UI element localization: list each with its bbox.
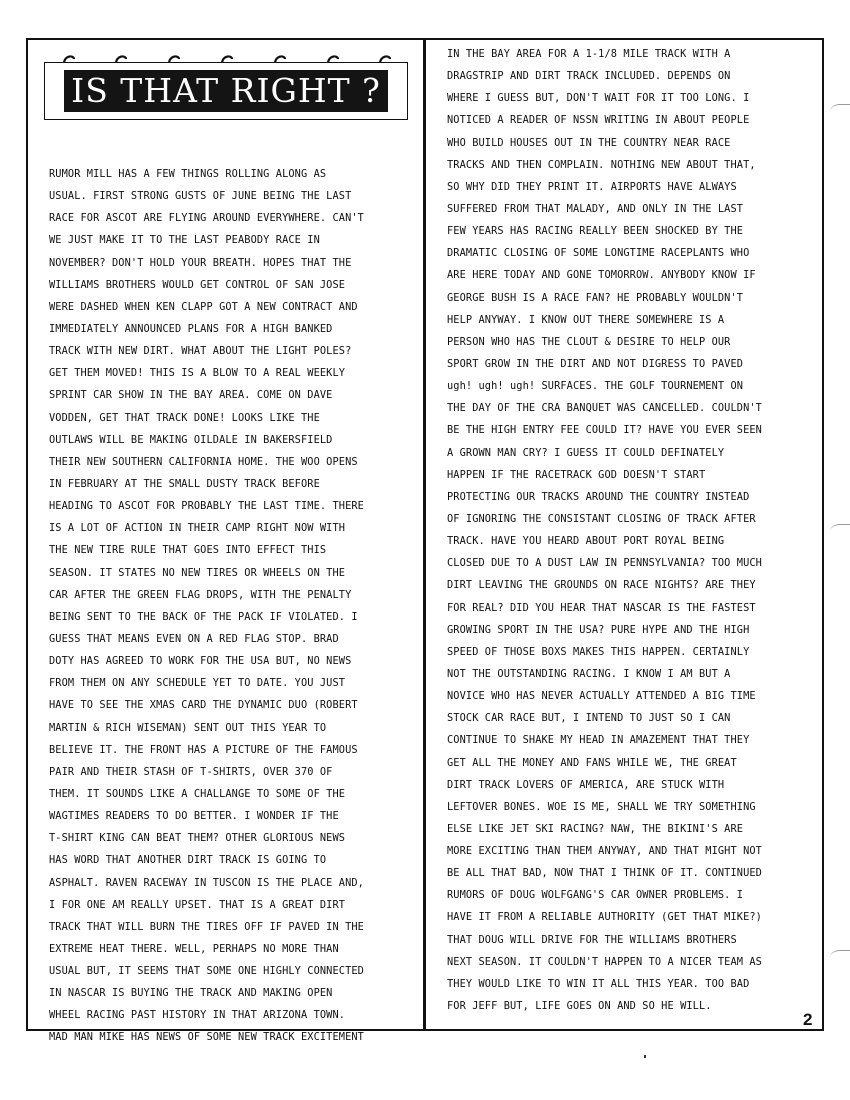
text-line: HAVE IT FROM A RELIABLE AUTHORITY (GET THAT MIKE?) bbox=[447, 911, 762, 924]
text-line: FOR REAL? DID YOU HEAR THAT NASCAR IS THE FASTEST bbox=[447, 601, 756, 614]
text-line: ELSE LIKE JET SKI RACING? NAW, THE BIKINI'S ARE bbox=[447, 822, 744, 835]
text-line: ASPHALT. RAVEN RACEWAY IN TUSCON IS THE PLACE AND, bbox=[49, 876, 364, 889]
text-line: GROWING SPORT IN THE USA? PURE HYPE AND THE HIGH bbox=[447, 623, 750, 636]
text-line: FROM THEM ON ANY SCHEDULE YET TO DATE. YOU JUST bbox=[49, 677, 346, 690]
page-number: 2 bbox=[803, 1010, 813, 1029]
text-line: IMMEDIATELY ANNOUNCED PLANS FOR A HIGH BANKED bbox=[49, 322, 333, 335]
text-line: OUTLAWS WILL BE MAKING OILDALE IN BAKERSFIELD bbox=[49, 433, 333, 446]
text-line: THE DAY OF THE CRA BANQUET WAS CANCELLED. COULDN'T bbox=[447, 402, 762, 415]
text-line: FEW YEARS HAS RACING REALLY BEEN SHOCKED BY THE bbox=[447, 225, 744, 238]
text-line: THEM. IT SOUNDS LIKE A CHALLANGE TO SOME OF THE bbox=[49, 787, 346, 800]
text-line: DIRT LEAVING THE GROUNDS ON RACE NIGHTS? ARE THEY bbox=[447, 579, 756, 592]
text-line: I FOR ONE AM REALLY UPSET. THAT IS A GREAT DIRT bbox=[49, 898, 346, 911]
text-line: CLOSED DUE TO A DUST LAW IN PENNSYLVANIA? TOO MUCH bbox=[447, 557, 762, 570]
text-line: WHEEL RACING PAST HISTORY IN THAT ARIZONA TOWN. bbox=[49, 1009, 346, 1022]
text-line: EXTREME HEAT THERE. WELL, PERHAPS NO MORE THAN bbox=[49, 942, 339, 955]
text-line: LEFTOVER BONES. WOE IS ME, SHALL WE TRY SOMETHING bbox=[447, 800, 756, 813]
text-line: BE THE HIGH ENTRY FEE COULD IT? HAVE YOU EVER SEEN bbox=[447, 424, 762, 437]
text-line: SUFFERED FROM THAT MALADY, AND ONLY IN THE LAST bbox=[447, 202, 744, 215]
text-line: WERE DASHED WHEN KEN CLAPP GOT A NEW CONTRACT AND bbox=[49, 300, 358, 313]
text-line: RUMORS OF DOUG WOLFGANG'S CAR OWNER PROBLEMS. I bbox=[447, 889, 744, 902]
text-line: IN NASCAR IS BUYING THE TRACK AND MAKING OPEN bbox=[49, 987, 333, 1000]
text-line: BEING SENT TO THE BACK OF THE PACK IF VIOLATED. I bbox=[49, 610, 358, 623]
text-line: HAPPEN IF THE RACETRACK GOD DOESN'T START bbox=[447, 468, 706, 481]
banner-box bbox=[44, 62, 408, 120]
text-line: WE JUST MAKE IT TO THE LAST PEABODY RACE IN bbox=[49, 234, 320, 247]
text-line: MORE EXCITING THAN THEM ANYWAY, AND THAT MIGHT NOT bbox=[447, 845, 762, 858]
text-line: A GROWN MAN CRY? I GUESS IT COULD DEFINATELY bbox=[447, 446, 725, 459]
text-line: WAGTIMES READERS TO DO BETTER. I WONDER IF THE bbox=[49, 810, 339, 823]
left-column-text bbox=[49, 163, 364, 1049]
text-line: SEASON. IT STATES NO NEW TIRES OR WHEELS ON THE bbox=[49, 566, 346, 579]
text-line: IN THE BAY AREA FOR A 1-1/8 MILE TRACK WITH A bbox=[447, 48, 731, 60]
text-line: SPEED OF THOSE BOXS MAKES THIS HAPPEN. CERTAINLY bbox=[447, 645, 750, 658]
text-line: THE NEW TIRE RULE THAT GOES INTO EFFECT THIS bbox=[49, 544, 327, 557]
banner bbox=[44, 52, 408, 124]
text-line: TRACK WITH NEW DIRT. WHAT ABOUT THE LIGHT POLES? bbox=[49, 345, 352, 358]
column-divider bbox=[423, 38, 426, 1031]
text-line: HELP ANYWAY. I KNOW OUT THERE SOMEWHERE IS A bbox=[447, 313, 725, 326]
text-line: GET ALL THE MONEY AND FANS WHILE WE, THE GREAT bbox=[447, 756, 737, 769]
text-line: IN FEBRUARY AT THE SMALL DUSTY TRACK BEFORE bbox=[49, 477, 320, 490]
text-line: TRACK. HAVE YOU HEARD ABOUT PORT ROYAL BEING bbox=[447, 535, 725, 548]
text-line: CAR AFTER THE GREEN FLAG DROPS, WITH THE PENALTY bbox=[49, 588, 352, 601]
text-line: USUAL. FIRST STRONG GUSTS OF JUNE BEING THE LAST bbox=[49, 190, 352, 203]
scan-mark bbox=[830, 524, 850, 539]
text-line: NOTICED A READER OF NSSN WRITING IN ABOUT PEOPLE bbox=[447, 114, 750, 127]
scan-mark bbox=[830, 950, 850, 965]
text-line: DIRT TRACK LOVERS OF AMERICA, ARE STUCK WITH bbox=[447, 778, 725, 791]
text-line: THAT DOUG WILL DRIVE FOR THE WILLIAMS BROTHERS bbox=[447, 933, 737, 946]
text-line: GUESS THAT MEANS EVEN ON A RED FLAG STOP. BRAD bbox=[49, 632, 339, 645]
text-line: NOT THE OUTSTANDING RACING. I KNOW I AM BUT A bbox=[447, 667, 731, 680]
text-line: HEADING TO ASCOT FOR PROBABLY THE LAST TIME. THERE bbox=[49, 500, 364, 513]
text-line: HAVE TO SEE THE XMAS CARD THE DYNAMIC DUO (ROBERT bbox=[49, 699, 358, 712]
text-line: USUAL BUT, IT SEEMS THAT SOME ONE HIGHLY CONNECTED bbox=[49, 965, 364, 978]
text-line: THEY WOULD LIKE TO WIN IT ALL THIS YEAR. TOO BAD bbox=[447, 977, 750, 990]
text-line: SPORT GROW IN THE DIRT AND NOT DIGRESS TO PAVED bbox=[447, 357, 744, 370]
text-line: TRACKS AND THEN COMPLAIN. NOTHING NEW ABOUT THAT, bbox=[447, 158, 756, 171]
text-line: FOR JEFF BUT, LIFE GOES ON AND SO HE WILL. bbox=[447, 1000, 712, 1013]
text-line: THEIR NEW SOUTHERN CALIFORNIA HOME. THE WOO OPENS bbox=[49, 455, 358, 468]
banner-title: IS THAT RIGHT ? bbox=[64, 70, 388, 112]
text-line: HAS WORD THAT ANOTHER DIRT TRACK IS GOING TO bbox=[49, 854, 327, 867]
text-line: PERSON WHO HAS THE CLOUT & DESIRE TO HELP OUR bbox=[447, 335, 731, 348]
text-line: NOVICE WHO HAS NEVER ACTUALLY ATTENDED A BIG TIME bbox=[447, 690, 756, 703]
text-line: WHERE I GUESS BUT, DON'T WAIT FOR IT TOO LONG. I bbox=[447, 92, 750, 105]
text-line: WILLIAMS BROTHERS WOULD GET CONTROL OF SAN JOSE bbox=[49, 278, 346, 291]
text-line: PROTECTING OUR TRACKS AROUND THE COUNTRY INSTEAD bbox=[447, 490, 750, 503]
text-line: VODDEN, GET THAT TRACK DONE! LOOKS LIKE THE bbox=[49, 411, 320, 424]
text-line: DRAMATIC CLOSING OF SOME LONGTIME RACEPLANTS WHO bbox=[447, 247, 750, 260]
text-line: NEXT SEASON. IT COULDN'T HAPPEN TO A NICER TEAM AS bbox=[447, 955, 762, 968]
text-line: DOTY HAS AGREED TO WORK FOR THE USA BUT, NO NEWS bbox=[49, 655, 352, 668]
text-line: IS A LOT OF ACTION IN THEIR CAMP RIGHT NOW WITH bbox=[49, 522, 346, 535]
text-line: T-SHIRT KING CAN BEAT THEM? OTHER GLORIOUS NEWS bbox=[49, 832, 346, 845]
right-column-text bbox=[447, 43, 762, 1017]
text-line: DRAGSTRIP AND DIRT TRACK INCLUDED. DEPENDS ON bbox=[447, 70, 731, 83]
text-line: GET THEM MOVED! THIS IS A BLOW TO A REAL WEEKLY bbox=[49, 367, 346, 380]
text-line: SPRINT CAR SHOW IN THE BAY AREA. COME ON DAVE bbox=[49, 389, 333, 402]
text-line: RUMOR MILL HAS A FEW THINGS ROLLING ALONG AS bbox=[49, 168, 327, 180]
text-line: SO WHY DID THEY PRINT IT. AIRPORTS HAVE ALWAYS bbox=[447, 180, 737, 193]
text-line: OF IGNORING THE CONSISTANT CLOSING OF TRACK AFTER bbox=[447, 512, 756, 525]
text-line: BELIEVE IT. THE FRONT HAS A PICTURE OF THE FAMOUS bbox=[49, 743, 358, 756]
scan-mark bbox=[830, 104, 850, 119]
text-line: MARTIN & RICH WISEMAN) SENT OUT THIS YEAR TO bbox=[49, 721, 327, 734]
text-line: GEORGE BUSH IS A RACE FAN? HE PROBABLY WOULDN'T bbox=[447, 291, 744, 304]
text-line: BE ALL THAT BAD, NOW THAT I THINK OF IT. CONTINUED bbox=[447, 867, 762, 880]
text-line: STOCK CAR RACE BUT, I INTEND TO JUST SO I CAN bbox=[447, 712, 731, 725]
text-line: PAIR AND THEIR STASH OF T-SHIRTS, OVER 370 OF bbox=[49, 765, 333, 778]
text-line: ARE HERE TODAY AND GONE TOMORROW. ANYBODY KNOW IF bbox=[447, 269, 756, 282]
text-line: NOVEMBER? DON'T HOLD YOUR BREATH. HOPES THAT THE bbox=[49, 256, 352, 269]
text-line: ugh! ugh! ugh! SURFACES. THE GOLF TOURNEMENT ON bbox=[447, 380, 744, 393]
scan-speck bbox=[644, 1055, 646, 1058]
text-line: MAD MAN MIKE HAS NEWS OF SOME NEW TRACK EXCITEMENT bbox=[49, 1031, 364, 1044]
text-line: RACE FOR ASCOT ARE FLYING AROUND EVERYWHERE. CAN'T bbox=[49, 212, 364, 225]
text-line: CONTINUE TO SHAKE MY HEAD IN AMAZEMENT THAT THEY bbox=[447, 734, 750, 747]
text-line: WHO BUILD HOUSES OUT IN THE COUNTRY NEAR RACE bbox=[447, 136, 731, 149]
text-line: TRACK THAT WILL BURN THE TIRES OFF IF PAVED IN THE bbox=[49, 920, 364, 933]
